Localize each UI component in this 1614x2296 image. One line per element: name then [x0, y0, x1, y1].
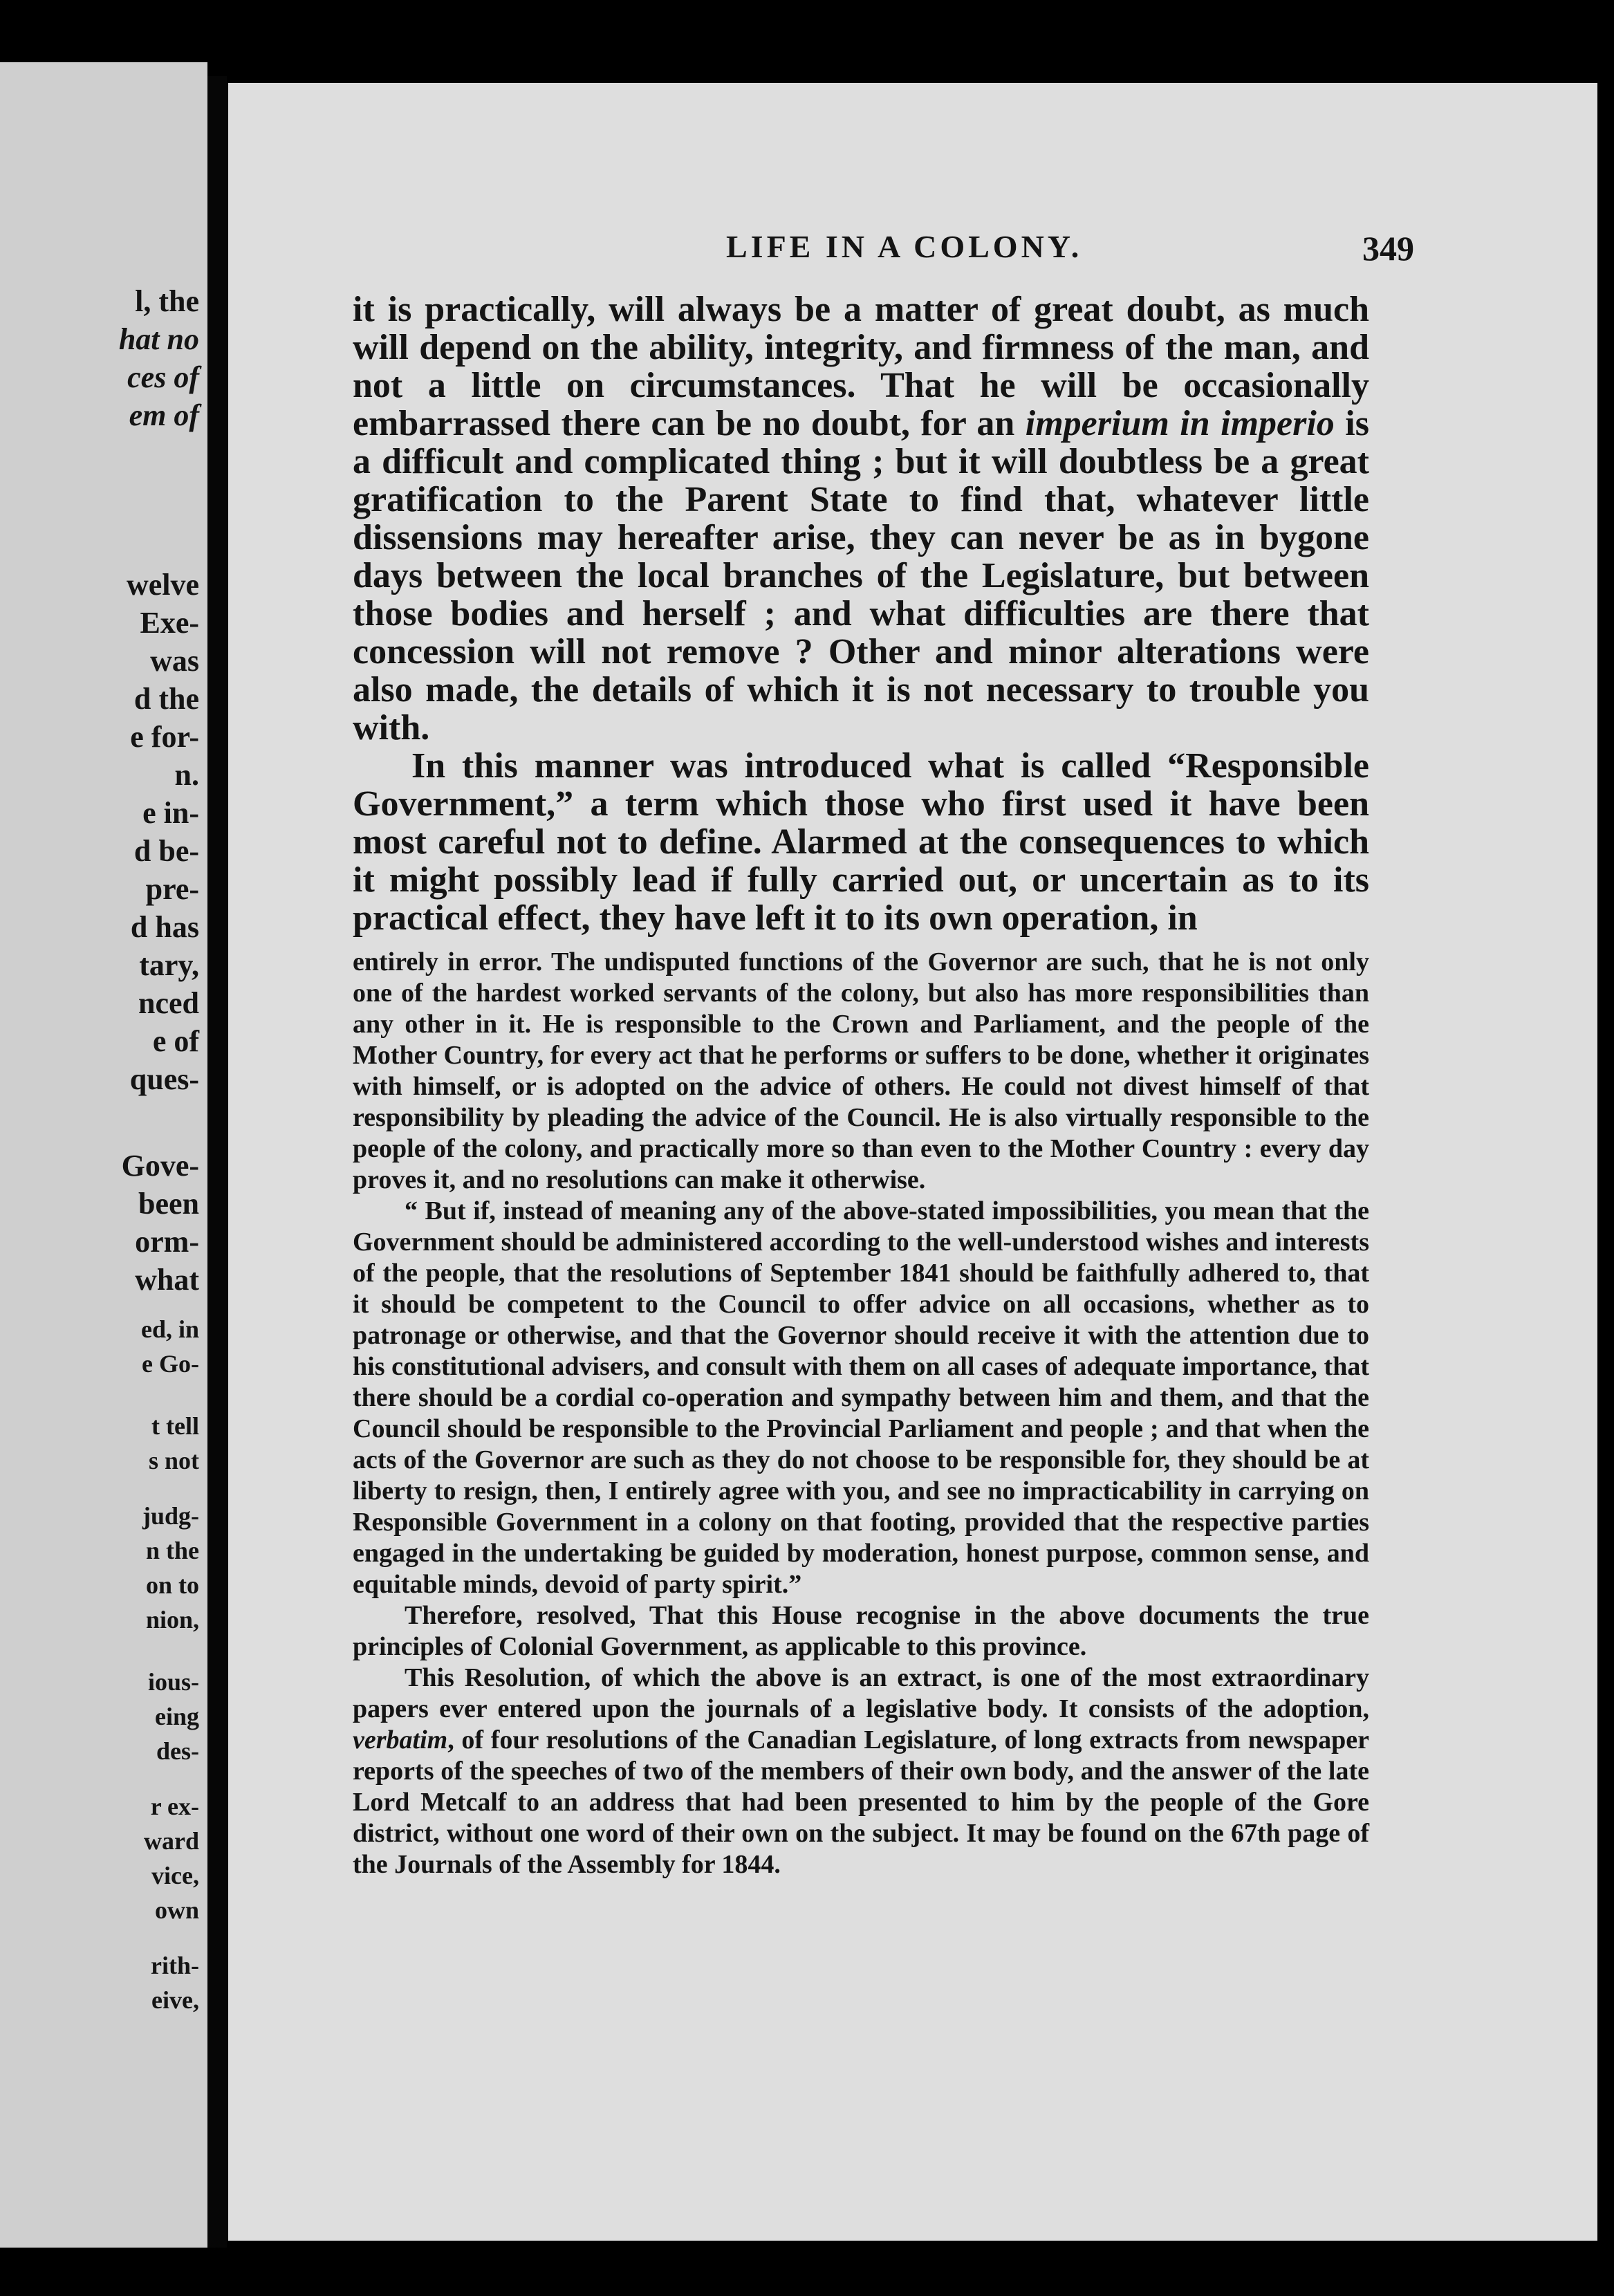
- facing-page-line: been: [138, 1187, 199, 1221]
- facing-page-line: e in-: [142, 796, 199, 830]
- facing-page-line: own: [154, 1896, 199, 1924]
- book-gutter: [207, 76, 227, 2248]
- facing-page-line: judg-: [142, 1502, 199, 1530]
- facing-page-line: ques-: [129, 1062, 199, 1096]
- facing-page-line: ious-: [147, 1668, 199, 1696]
- book-page: [228, 83, 1597, 2241]
- facing-page-line: welve: [126, 568, 199, 602]
- facing-page-line: e Go-: [142, 1350, 199, 1378]
- footnote-resolution: Therefore, resolved, That this House recognise in the above documents the true principles of Colonial Government, as applicable to this province.: [353, 1601, 1369, 1661]
- text-run: , of four resolutions of the Canadian Legislature, of long extracts from newspaper reports of the speeches of two of the members of their own body, and the answer of the late Lord Metcalf to an address that had been presented to him by the people of the Gore district, without one word of their own on the subject. It may be found on the 67th page of the Journals of the Assembly for 1844.: [353, 1725, 1369, 1879]
- text-run: This Resolution, of which the above is an extract, is one of the most extraordinary papers ever entered upon the journals of a legislative body. It consists of the adoption,: [353, 1663, 1369, 1723]
- facing-page-line: ward: [144, 1827, 199, 1855]
- facing-page-line: rith-: [151, 1952, 199, 1979]
- facing-page-line: n the: [145, 1537, 199, 1564]
- facing-page-line: eive,: [151, 1986, 199, 2014]
- facing-page-line: nion,: [145, 1606, 199, 1633]
- body-text: [353, 290, 1369, 1880]
- text-run: it is practically, will always be a matter of great doubt, as much will depend on the ability, integrity, and firmness of the man, and not a little on circumstances. That he will be occasionally embarrassed there can be no doubt, for an: [353, 290, 1369, 443]
- facing-page-line: d the: [133, 682, 199, 716]
- facing-page-line: d be-: [133, 834, 199, 868]
- facing-page-line: pre-: [145, 872, 199, 906]
- facing-page-line: ed, in: [140, 1315, 199, 1343]
- facing-page-line: was: [150, 644, 199, 678]
- page-header: [353, 228, 1597, 284]
- paragraph-responsible-government: In this manner was introduced what is called “Responsible Government,” a term which those who first used it have been most careful not to define. Alarmed at the consequences to which it might possibly lead if fully carried out, or uncertain as to its practical effect, they have left it to its own operation, in: [353, 746, 1369, 938]
- facing-page-line: nced: [138, 986, 199, 1020]
- facing-page-line: e for-: [130, 720, 199, 754]
- italic-word: verbatim: [353, 1725, 448, 1755]
- facing-page-line: r ex-: [150, 1793, 199, 1820]
- facing-page-line: Gove-: [121, 1149, 199, 1183]
- facing-page-line: e of: [152, 1024, 199, 1058]
- paragraph-continuation: [353, 290, 1369, 747]
- footnote-quotation: “ But if, instead of meaning any of the above-stated impossibilities, you mean that the Government should be administered according to the well-understood wishes and interests of the people, that the resolutions of September 1841 should be faithfully adhered to, that it should be competent to the Council to offer advice on all occasions, whether as to patronage or otherwise, and that the Governor should receive it with the attention due to his constitutional advisers, and consult with them on all cases of adequate importance, that there should be a cordial co-operation and sympathy between him and them, and that the Council should be responsible to the Provincial Parliament and people ; and that when the acts of the Governor are such as they do not choose to be responsible for, they should be at liberty to resign, then, I entirely agree with you, and see no impracticability in carrying on Responsible Government in a colony on that footing, provided that the respective parties engaged in the undertaking be guided by moderation, honest purpose, common sense, and equitable minds, devoid of party spirit.”: [353, 1196, 1369, 1599]
- facing-page-line: Exe-: [140, 606, 199, 640]
- facing-page-line: l, the: [135, 284, 199, 318]
- facing-page-line: orm-: [135, 1225, 199, 1259]
- facing-page-line: tary,: [139, 948, 199, 982]
- facing-page-line: hat no: [118, 322, 199, 356]
- facing-page-line: ces of: [127, 360, 199, 394]
- page-number: 349: [1362, 229, 1414, 268]
- running-title: LIFE IN A COLONY.: [726, 229, 1083, 264]
- italic-phrase: imperium in imperio: [1025, 404, 1335, 443]
- footnote-commentary: [353, 1663, 1369, 1880]
- facing-page-line: d has: [130, 910, 199, 944]
- facing-page-line: on to: [145, 1571, 199, 1599]
- facing-page-line: em of: [129, 398, 199, 432]
- facing-page-line: n.: [174, 758, 199, 792]
- facing-page-line: t tell: [151, 1412, 199, 1440]
- footnote-paragraph: entirely in error. The undisputed functions of the Governor are such, that he is not only one of the hardest worked servants of the colony, but also has more responsibilities than any other in it. He is responsible to the Crown and Parliament, and the people of the Mother Country, for every act that he performs or suffers to be done, whether it originates with himself, or is adopted on the advice of others. He could not divest himself of that responsibility by pleading the advice of the Council. He is also virtually responsible to the people of the colony, and practically more so than even to the Mother Country : every day proves it, and no resolutions can make it otherwise.: [353, 947, 1369, 1194]
- facing-page-fragment: [0, 62, 207, 2248]
- facing-page-line: what: [135, 1263, 199, 1297]
- facing-page-line: des-: [156, 1737, 199, 1765]
- footnote-block: [353, 947, 1369, 1880]
- facing-page-line: eing: [154, 1703, 199, 1730]
- text-run: is a difficult and complicated thing ; but it will doubtless be a great gratification to the Parent State to find that, whatever little dissensions may hereafter arise, they can never be as in bygone days between the local branches of the Legislature, but between those bodies and herself ; and what difficulties are there that concession will not remove ? Other and minor alterations were also made, the details of which it is not necessary to trouble you with.: [353, 404, 1369, 748]
- facing-page-line: vice,: [151, 1862, 199, 1889]
- facing-page-line: s not: [148, 1447, 199, 1474]
